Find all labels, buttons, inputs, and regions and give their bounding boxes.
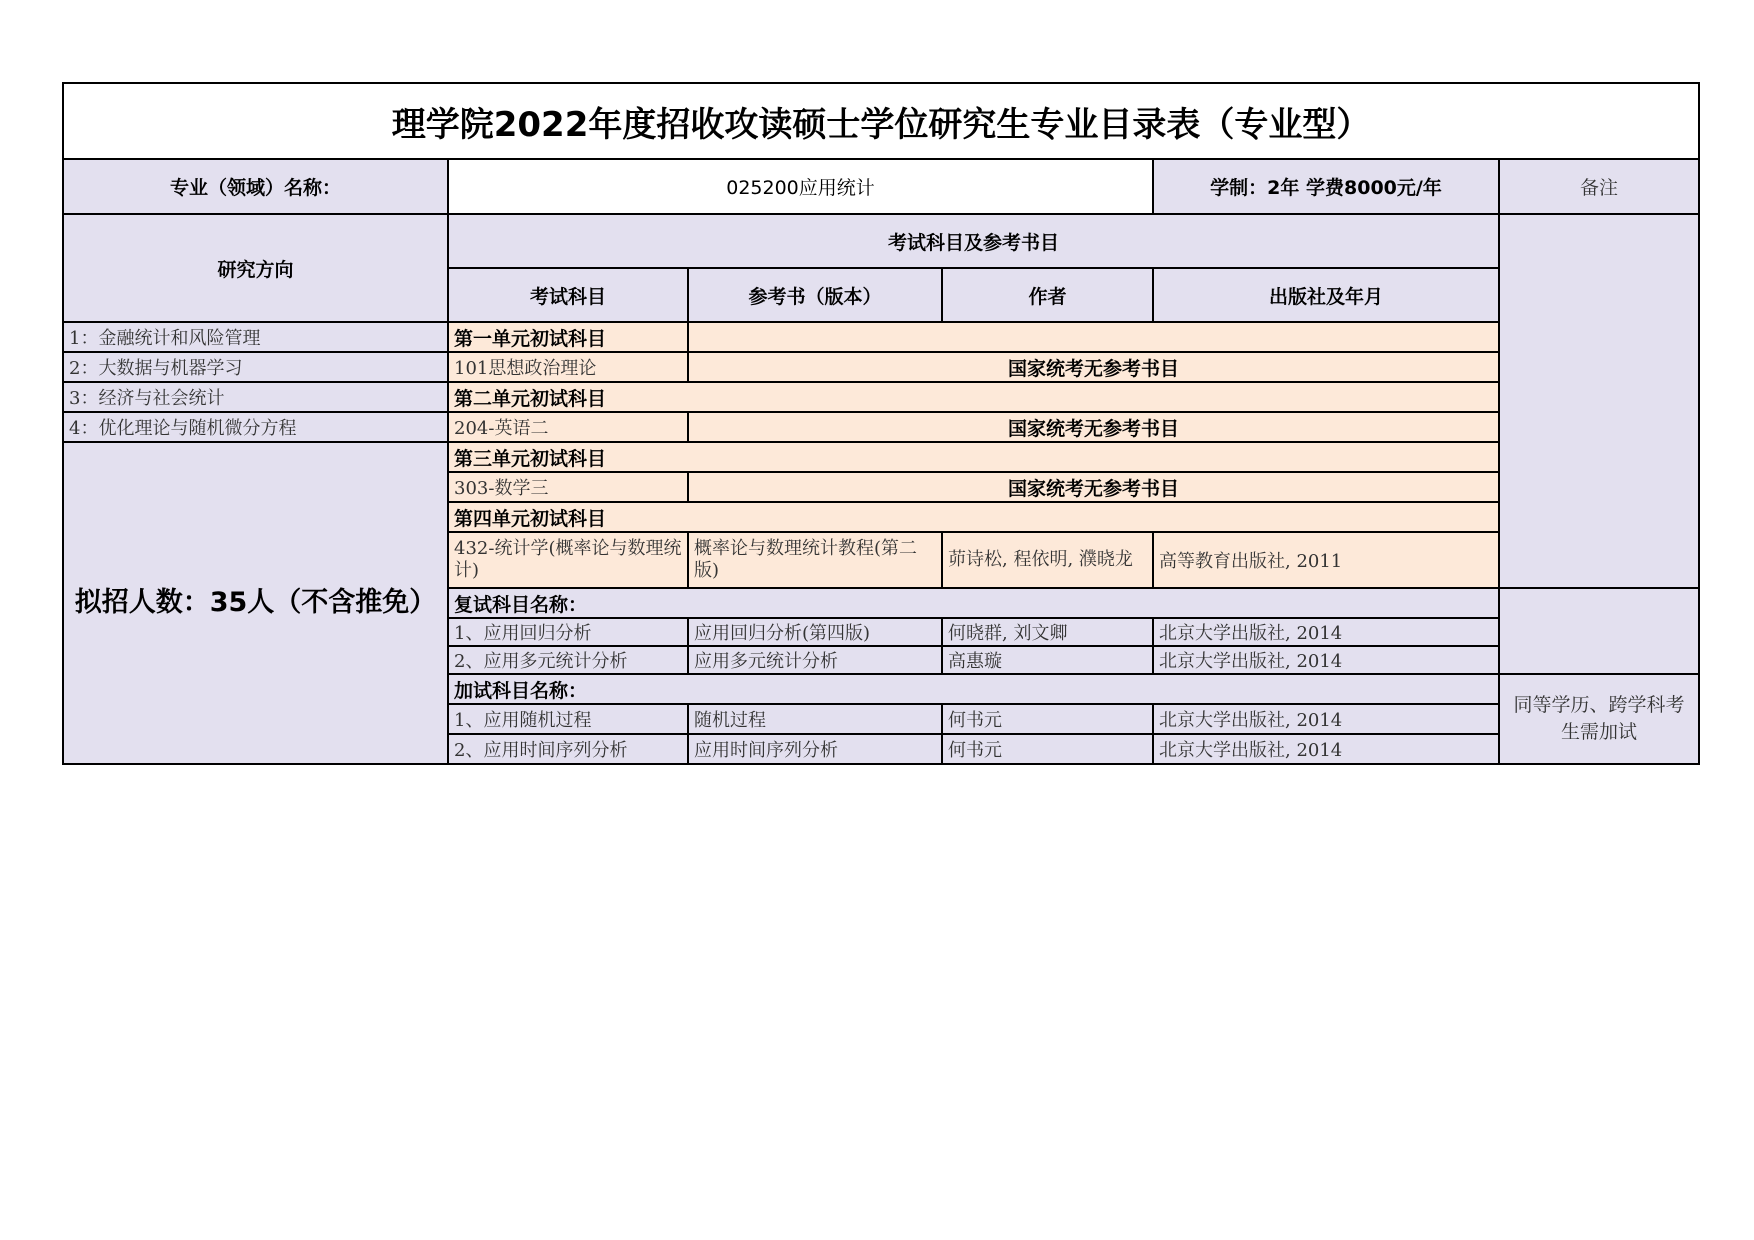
exam-books-header: 考试科目及参考书目 [448, 214, 1499, 268]
additional-subject-2: 2、应用时间序列分析 [448, 734, 688, 764]
additional-label: 加试科目名称： [448, 674, 1499, 704]
unit3-subject: 303-数学三 [448, 472, 688, 502]
exam-subject-header: 考试科目 [448, 268, 688, 322]
direction-1: 1：金融统计和风险管理 [63, 322, 448, 352]
unit1-empty [688, 322, 1499, 352]
enrollment-quota: 拟招人数：35人（不含推免） [63, 442, 448, 764]
retest-publisher-1: 北京大学出版社, 2014 [1153, 618, 1499, 646]
unit3-reference: 国家统考无参考书目 [688, 472, 1499, 502]
retest-author-1: 何晓群, 刘文卿 [942, 618, 1153, 646]
unit4-publisher: 高等教育出版社, 2011 [1153, 532, 1499, 588]
remarks-label: 备注 [1499, 159, 1699, 214]
major-label: 专业（领域）名称： [63, 159, 448, 214]
unit2-label: 第二单元初试科目 [448, 382, 1499, 412]
unit1-subject: 101思想政治理论 [448, 352, 688, 382]
retest-book-2: 应用多元统计分析 [688, 646, 942, 674]
research-direction-header: 研究方向 [63, 214, 448, 322]
remarks-empty-2 [1499, 588, 1699, 674]
additional-subject-1: 1、应用随机过程 [448, 704, 688, 734]
additional-note: 同等学历、跨学科考生需加试 [1499, 674, 1699, 764]
retest-author-2: 高惠璇 [942, 646, 1153, 674]
unit4-label: 第四单元初试科目 [448, 502, 1499, 532]
direction-4: 4：优化理论与随机微分方程 [63, 412, 448, 442]
retest-publisher-2: 北京大学出版社, 2014 [1153, 646, 1499, 674]
additional-book-2: 应用时间序列分析 [688, 734, 942, 764]
retest-subject-2: 2、应用多元统计分析 [448, 646, 688, 674]
unit1-label: 第一单元初试科目 [448, 322, 688, 352]
unit4-author: 茆诗松, 程依明, 濮晓龙 [942, 532, 1153, 588]
author-header: 作者 [942, 268, 1153, 322]
page-title: 理学院2022年度招收攻读硕士学位研究生专业目录表（专业型） [63, 83, 1699, 159]
unit4-book: 概率论与数理统计教程(第二版) [688, 532, 942, 588]
unit2-subject: 204-英语二 [448, 412, 688, 442]
direction-3: 3：经济与社会统计 [63, 382, 448, 412]
additional-author-1: 何书元 [942, 704, 1153, 734]
additional-publisher-2: 北京大学出版社, 2014 [1153, 734, 1499, 764]
reference-book-header: 参考书（版本） [688, 268, 942, 322]
additional-author-2: 何书元 [942, 734, 1153, 764]
retest-label: 复试科目名称： [448, 588, 1499, 618]
duration-fee: 学制：2年 学费8000元/年 [1153, 159, 1499, 214]
unit4-subject: 432-统计学(概率论与数理统计) [448, 532, 688, 588]
retest-subject-1: 1、应用回归分析 [448, 618, 688, 646]
additional-book-1: 随机过程 [688, 704, 942, 734]
major-value: 025200应用统计 [448, 159, 1153, 214]
additional-publisher-1: 北京大学出版社, 2014 [1153, 704, 1499, 734]
program-catalog-table [62, 82, 1700, 765]
unit1-reference: 国家统考无参考书目 [688, 352, 1499, 382]
direction-2: 2：大数据与机器学习 [63, 352, 448, 382]
publisher-header: 出版社及年月 [1153, 268, 1499, 322]
unit3-label: 第三单元初试科目 [448, 442, 1499, 472]
remarks-empty-1 [1499, 214, 1699, 588]
retest-book-1: 应用回归分析(第四版) [688, 618, 942, 646]
unit2-reference: 国家统考无参考书目 [688, 412, 1499, 442]
